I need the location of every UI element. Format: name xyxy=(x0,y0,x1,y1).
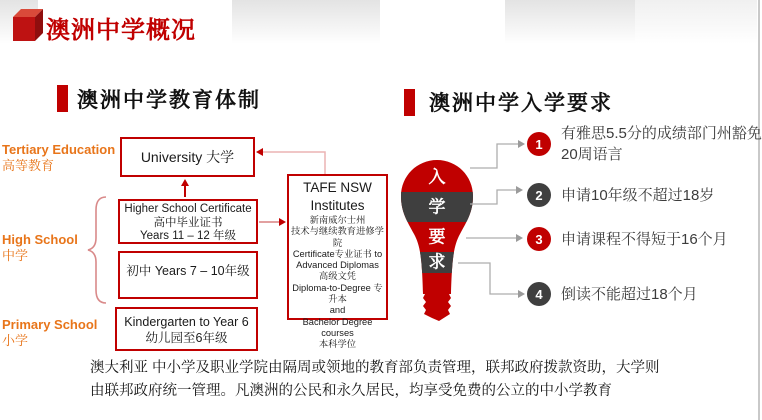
highschool-brace xyxy=(88,197,106,303)
arrow-hsc-to-tafe xyxy=(259,218,286,226)
requirement-text: 倒读不能超过18个月 xyxy=(561,285,698,303)
requirement-text: 有雅思5.5分的成绩部门州豁免20周语言 xyxy=(561,125,762,163)
tafe-line: Certificate专业证书 to xyxy=(292,248,383,259)
footer-note: 澳大利亚 中小学及职业学院由隔周或领地的教育部负责管理，联邦政府拨款资助，大学则由联邦政府统一管理。凡澳洲的公民和永久居民，均享受免费的公立的中小学教育 xyxy=(90,360,660,399)
primary-school-box xyxy=(115,307,258,351)
lightbulb-graphic xyxy=(399,157,479,327)
top-gradient-band xyxy=(505,0,635,44)
top-gradient-band xyxy=(232,0,380,44)
bulb-connector-arrowheads xyxy=(516,140,525,298)
stage-label-highschool xyxy=(2,232,78,264)
requirement-number-badge: 4 xyxy=(527,282,551,306)
page-title: 澳洲中学概况 xyxy=(46,17,196,44)
requirement-item xyxy=(527,282,762,306)
arrow-hsc-to-university xyxy=(181,179,189,197)
stage-label-en: Primary School xyxy=(2,317,98,332)
university-box: University 大学 xyxy=(120,137,255,177)
tafe-line: 高级文凭 xyxy=(318,271,357,282)
requirement-text: 申请10年级不超过18岁 xyxy=(561,186,715,204)
hsc-box xyxy=(118,199,258,244)
bulb-char: 要 xyxy=(428,227,446,247)
requirement-item xyxy=(527,183,762,207)
hsc-line: 高中毕业证书 xyxy=(153,216,223,229)
stage-label-tertiary xyxy=(2,142,115,174)
arrow-tafe-to-university xyxy=(256,148,325,174)
tafe-line: TAFE NSW xyxy=(303,180,372,195)
tafe-line: Institutes xyxy=(310,198,365,213)
primary-line: 幼儿园至6年级 xyxy=(145,331,228,345)
requirement-item xyxy=(527,123,762,165)
tafe-line: and xyxy=(329,305,346,316)
tafe-line: 本科学位 xyxy=(318,339,357,350)
primary-line: Kindergarten to Year 6 xyxy=(124,315,249,329)
stage-label-zh: 高等教育 xyxy=(2,158,55,173)
tafe-line: Advanced Diplomas xyxy=(296,260,379,271)
hsc-line: Higher School Certificate xyxy=(124,203,252,215)
requirement-number-badge: 3 xyxy=(527,227,551,251)
junior-school-box: 初中 Years 7 – 10年级 xyxy=(118,251,258,299)
tafe-line: Bachelor Degree courses xyxy=(302,316,373,338)
requirement-item xyxy=(527,227,762,251)
hsc-line: Years 11 – 12 年级 xyxy=(140,230,236,242)
top-gradient-band xyxy=(635,0,757,44)
right-section-title: 澳洲中学入学要求 xyxy=(429,92,613,115)
tafe-box xyxy=(287,174,388,350)
section-bar-left xyxy=(57,85,68,112)
bulb-screw-base xyxy=(423,294,451,321)
stage-label-zh: 小学 xyxy=(2,333,29,348)
bulb-char: 入 xyxy=(428,167,446,187)
right-edge-line xyxy=(758,0,760,420)
requirement-number-badge: 1 xyxy=(527,132,551,156)
tafe-line: 技术与继续教育进修学院 xyxy=(291,226,384,248)
left-section-title: 澳洲中学教育体制 xyxy=(77,89,261,112)
stage-label-en: Tertiary Education xyxy=(2,142,116,157)
tafe-line: Diploma-to-Degree 专升本 xyxy=(292,282,383,305)
red-cube-icon xyxy=(10,6,46,46)
bulb-char: 学 xyxy=(428,197,446,217)
bulb-char: 求 xyxy=(428,252,446,272)
section-bar-right xyxy=(404,89,415,116)
requirement-number-badge: 2 xyxy=(527,183,551,207)
tafe-line: 新南威尔士州 xyxy=(309,215,366,225)
stage-label-primary xyxy=(2,317,97,349)
stage-label-en: High School xyxy=(2,232,78,247)
stage-label-zh: 中学 xyxy=(2,248,29,263)
requirement-text: 申请课程不得短于16个月 xyxy=(561,230,728,248)
